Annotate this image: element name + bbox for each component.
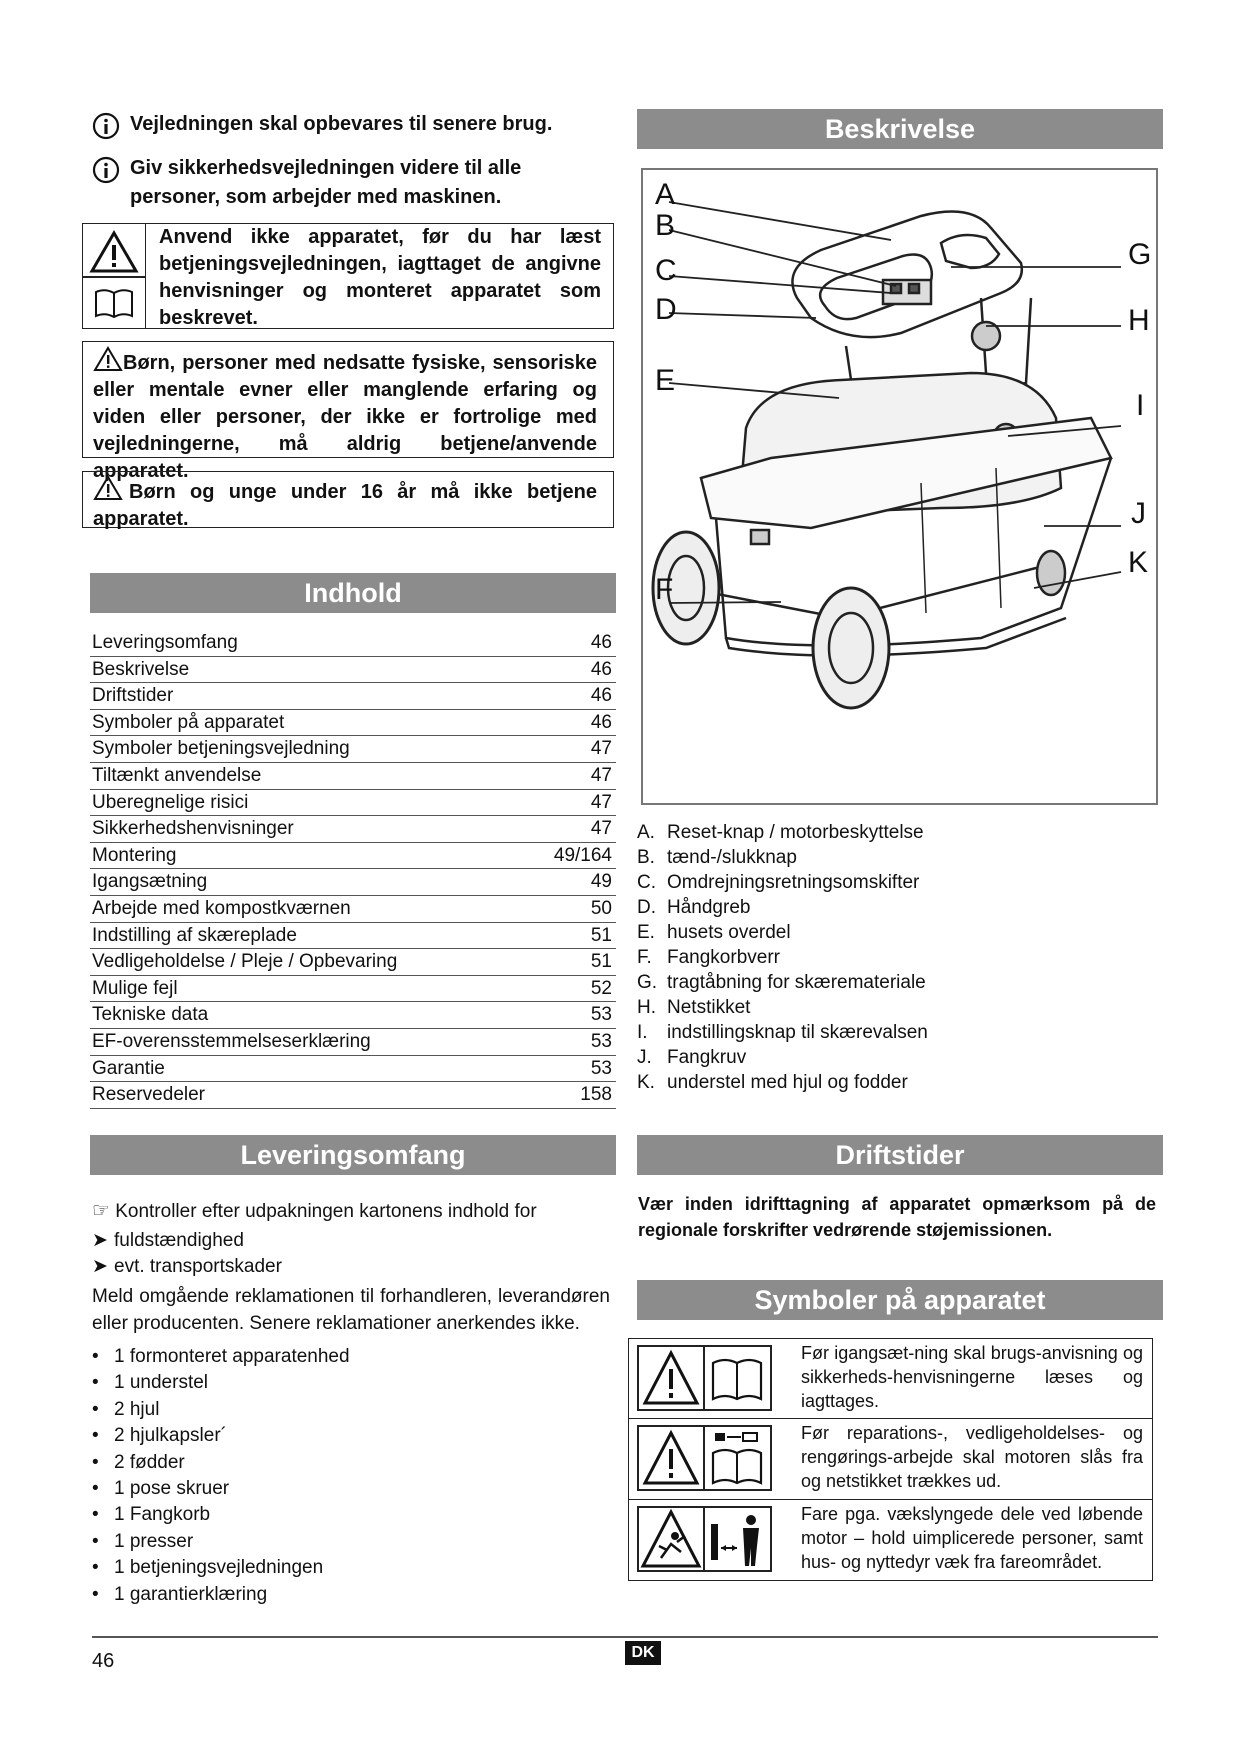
diagram-label: H xyxy=(1128,304,1150,337)
toc-row xyxy=(90,923,616,950)
toc-page: 47 xyxy=(590,818,612,840)
legend-text: Fangkruv xyxy=(667,1047,747,1068)
toc-page: 53 xyxy=(590,1057,612,1079)
note-text: Giv sikkerhedsvejledningen videre til alle personer, som arbejder med maskinen. xyxy=(130,157,522,208)
toc-title: Mulige fejl xyxy=(92,977,178,999)
warning-children-box xyxy=(82,341,614,482)
delivery-item-text: 2 fødder xyxy=(114,1451,185,1473)
warning-read-manual-icon xyxy=(637,1345,772,1411)
toc-title: Uberegnelige risici xyxy=(92,791,249,813)
delivery-item xyxy=(92,1529,350,1555)
info-icon xyxy=(92,156,120,184)
bullet-icon: • xyxy=(92,1557,99,1579)
toc-row xyxy=(90,710,616,737)
legend-item xyxy=(637,820,1157,845)
delivery-item xyxy=(92,1476,350,1502)
toc-title: Driftstider xyxy=(92,685,174,707)
arrow-bullet-icon: ➤ xyxy=(92,1230,108,1251)
check-contents-text: Kontroller efter udpakningen kartonens indhold for xyxy=(115,1201,537,1222)
delivery-item-text: 2 hjulkapsler´ xyxy=(114,1425,227,1447)
toc-row xyxy=(90,683,616,710)
bullet-icon: • xyxy=(92,1504,99,1526)
legend-text: tragtåbning for skærematerialе xyxy=(667,972,926,993)
legend-key: A. xyxy=(637,822,655,843)
diagram-label: K xyxy=(1128,546,1149,579)
bullet-icon: • xyxy=(92,1425,99,1447)
toc-title: Arbejde med kompostkværnen xyxy=(92,897,351,919)
symbol-row xyxy=(628,1500,1153,1581)
legend-text: understel med hjul og fodder xyxy=(667,1072,908,1093)
diagram-label: C xyxy=(655,254,677,287)
legend-text: Netstikket xyxy=(667,997,751,1018)
legend-item xyxy=(637,1020,1157,1045)
toc-page: 47 xyxy=(590,791,612,813)
bullet-icon: • xyxy=(92,1478,99,1500)
toc-title: Sikkerhedshenvisninger xyxy=(92,818,294,840)
flying-parts-keep-distance-icon xyxy=(637,1506,772,1572)
toc-title: Igangsætning xyxy=(92,871,208,893)
table-of-contents xyxy=(90,630,616,1109)
toc-title: Tiltænkt anvendelse xyxy=(92,764,262,786)
toc-row xyxy=(90,630,616,657)
note-keep-manual xyxy=(92,110,612,139)
warning-triangle-icon xyxy=(93,346,123,372)
toc-row xyxy=(90,1082,616,1109)
toc-title: Garantie xyxy=(92,1057,165,1079)
warning-icon-stack xyxy=(83,224,146,328)
toc-page: 53 xyxy=(590,1004,612,1026)
toc-page: 46 xyxy=(590,711,612,733)
bullet-icon: • xyxy=(92,1346,99,1367)
legend-key: I. xyxy=(637,1022,648,1043)
delivery-item-text: 1 betjeningsvejledningen xyxy=(114,1557,324,1579)
toc-row xyxy=(90,976,616,1003)
diagram-label: I xyxy=(1136,389,1145,422)
note-pass-on xyxy=(92,154,612,212)
warning-read-manual-text: Anvend ikke apparatet, før du har læst betjeningsvejledningen, iagttaget de angivne henvisninger og monteret apparatet som beskrevet. xyxy=(159,226,601,329)
toc-page: 47 xyxy=(590,738,612,760)
toc-page: 46 xyxy=(590,632,612,653)
legend-key: K. xyxy=(637,1072,655,1093)
shredder-diagram xyxy=(641,168,1158,805)
toc-page: 51 xyxy=(590,951,612,973)
legend-key: J. xyxy=(637,1047,652,1068)
legend-item xyxy=(637,895,1157,920)
diagram-label: G xyxy=(1128,238,1152,271)
legend-item xyxy=(637,945,1157,970)
delivery-item xyxy=(92,1582,350,1608)
toc-row xyxy=(90,1002,616,1029)
toc-page: 50 xyxy=(590,897,612,919)
delivery-item xyxy=(92,1423,350,1449)
diagram-label: D xyxy=(655,293,677,326)
delivery-item xyxy=(92,1555,350,1581)
legend-text: Reset-knap / motorbeskyttelse xyxy=(667,822,924,843)
symbol-description: Før reparations-, vedligeholdelses- og rengørings-arbejde skal motoren slås fra og netstikket trækkes ud. xyxy=(801,1423,1143,1491)
toc-title: Beskrivelse xyxy=(92,658,190,680)
check-contents-line xyxy=(92,1198,612,1225)
toc-row xyxy=(90,1056,616,1083)
check-list xyxy=(92,1228,282,1281)
toc-title: Reservedeler xyxy=(92,1084,205,1106)
diagram-label: J xyxy=(1131,497,1146,530)
check-list-item: ➤ fuldstændighed xyxy=(92,1228,282,1254)
delivery-item-text: 1 pose skruer xyxy=(114,1478,230,1500)
toc-row xyxy=(90,657,616,684)
toc-title: EF-overensstemmelseserklæring xyxy=(92,1030,371,1052)
toc-page: 158 xyxy=(580,1084,612,1106)
page-number: 46 xyxy=(92,1650,115,1672)
legend-key: F. xyxy=(637,947,652,968)
pointing-hand-icon: ☞ xyxy=(92,1200,110,1222)
legend-item xyxy=(637,1045,1157,1070)
symbol-description: Før igangsæt-ning skal brugs-anvisning og sikkerheds-henvisningerne læses og iagttages. xyxy=(801,1343,1143,1411)
toc-title: Indstilling af skæreplade xyxy=(92,924,297,946)
toc-title: Leveringsomfang xyxy=(92,632,238,653)
bullet-icon: • xyxy=(92,1372,99,1394)
legend-item xyxy=(637,995,1157,1020)
bullet-icon: • xyxy=(92,1451,99,1473)
toc-row xyxy=(90,736,616,763)
diagram-legend xyxy=(637,820,1157,1095)
legend-item xyxy=(637,1070,1157,1095)
section-header-beskrivelse: Beskrivelse xyxy=(637,109,1163,149)
legend-key: C. xyxy=(637,872,656,893)
toc-page: 51 xyxy=(590,924,612,946)
delivery-item-text: 1 formonteret apparatenhed xyxy=(114,1346,350,1367)
legend-item xyxy=(637,845,1157,870)
diagram-label: F xyxy=(655,573,674,606)
delivery-item xyxy=(92,1344,350,1370)
warning-triangle-icon xyxy=(93,475,123,501)
toc-row xyxy=(90,869,616,896)
delivery-item-text: 1 Fangkorb xyxy=(114,1504,211,1526)
legend-text: Håndgreb xyxy=(667,897,751,918)
toc-row xyxy=(90,896,616,923)
diagram-label: A xyxy=(655,178,676,211)
bullet-icon: • xyxy=(92,1583,99,1605)
toc-row xyxy=(90,1029,616,1056)
diagram-label: B xyxy=(655,209,676,242)
toc-page: 49/164 xyxy=(553,844,612,866)
driftstider-text: Vær inden idrifttagning af apparatet opmærksom på de regionale forskrifter vedrørende støjemissionen. xyxy=(638,1194,1156,1240)
warning-children-text: Børn, personer med nedsatte fysiske, sensoriske eller mentale evner eller manglende erfaring og viden eller personer, der ikke er fortrolige med vejledningerne, må aldrig betjene/anvende apparatet. xyxy=(93,352,597,482)
delivery-item-text: 1 understel xyxy=(114,1372,209,1394)
section-header-indhold: Indhold xyxy=(90,573,616,613)
toc-page: 46 xyxy=(590,658,612,680)
toc-row xyxy=(90,949,616,976)
toc-title: Montering xyxy=(92,844,177,866)
delivery-item xyxy=(92,1502,350,1528)
delivery-items-list xyxy=(92,1344,350,1608)
country-badge: DK xyxy=(625,1641,661,1665)
check-list-item: ➤ evt. transportskader xyxy=(92,1254,282,1280)
legend-item xyxy=(637,920,1157,945)
symbol-row xyxy=(628,1419,1153,1500)
legend-key: G. xyxy=(637,972,658,993)
symbol-row xyxy=(628,1338,1153,1419)
legend-item xyxy=(637,870,1157,895)
section-header-symboler: Symboler på apparatet xyxy=(637,1280,1163,1320)
info-icon xyxy=(92,112,120,140)
symbol-description: Fare pga. vækslyngede dele ved løbende motor – hold uimplicerede personer, samt hus- og nyttedyr væk fra fareområdet. xyxy=(801,1504,1143,1572)
section-header-leveringsomfang: Leveringsomfang xyxy=(90,1135,616,1175)
bullet-icon: • xyxy=(92,1398,99,1420)
legend-key: H. xyxy=(637,997,656,1018)
legend-text: husets overdel xyxy=(667,922,791,943)
legend-text: tænd-/slukknap xyxy=(667,847,797,868)
delivery-item-text: 1 garantierklæring xyxy=(114,1583,268,1605)
warning-under-16-text: Børn og unge under 16 år må ikke betjene apparatet. xyxy=(93,481,597,530)
bullet-icon: • xyxy=(92,1530,99,1552)
toc-page: 47 xyxy=(590,764,612,786)
toc-row xyxy=(90,843,616,870)
legend-text: Fangkorbverr xyxy=(667,947,780,968)
delivery-item-text: 1 presser xyxy=(114,1530,194,1552)
toc-title: Symboler betjeningsvejledning xyxy=(92,738,350,760)
unplug-before-maintenance-icon xyxy=(637,1425,772,1491)
toc-page: 49 xyxy=(590,871,612,893)
claim-text: Meld omgående reklamationen til forhandleren, leverandøren eller producenten. Senere reklamationer anerkendes ikke. xyxy=(92,1286,610,1334)
legend-key: E. xyxy=(637,922,655,943)
delivery-item-text: 2 hjul xyxy=(114,1398,160,1420)
footer-rule xyxy=(92,1636,1158,1638)
arrow-bullet-icon: ➤ xyxy=(92,1256,108,1278)
warning-under-16-box xyxy=(82,471,614,528)
legend-key: D. xyxy=(637,897,656,918)
warning-read-manual-box xyxy=(82,223,614,329)
toc-row xyxy=(90,790,616,817)
legend-item xyxy=(637,970,1157,995)
delivery-item xyxy=(92,1397,350,1423)
book-icon xyxy=(93,286,135,320)
symbols-table xyxy=(628,1338,1153,1581)
legend-key: B. xyxy=(637,847,655,868)
toc-row xyxy=(90,763,616,790)
toc-title: Tekniske data xyxy=(92,1004,209,1026)
section-header-driftstider: Driftstider xyxy=(637,1135,1163,1175)
toc-row xyxy=(90,816,616,843)
delivery-item xyxy=(92,1450,350,1476)
warning-triangle-icon xyxy=(89,230,139,274)
toc-page: 53 xyxy=(590,1030,612,1052)
legend-text: indstillingsknap til skærevalsen xyxy=(667,1022,928,1043)
toc-page: 52 xyxy=(590,977,612,999)
diagram-label: E xyxy=(655,364,676,397)
legend-text: Omdrejningsretningsomskifter xyxy=(667,872,920,893)
delivery-item xyxy=(92,1370,350,1396)
toc-title: Vedligeholdelse / Pleje / Opbevaring xyxy=(92,951,398,973)
note-text: Vejledningen skal opbevares til senere brug. xyxy=(130,113,553,135)
toc-page: 46 xyxy=(590,685,612,707)
toc-title: Symboler på apparatet xyxy=(92,711,285,733)
